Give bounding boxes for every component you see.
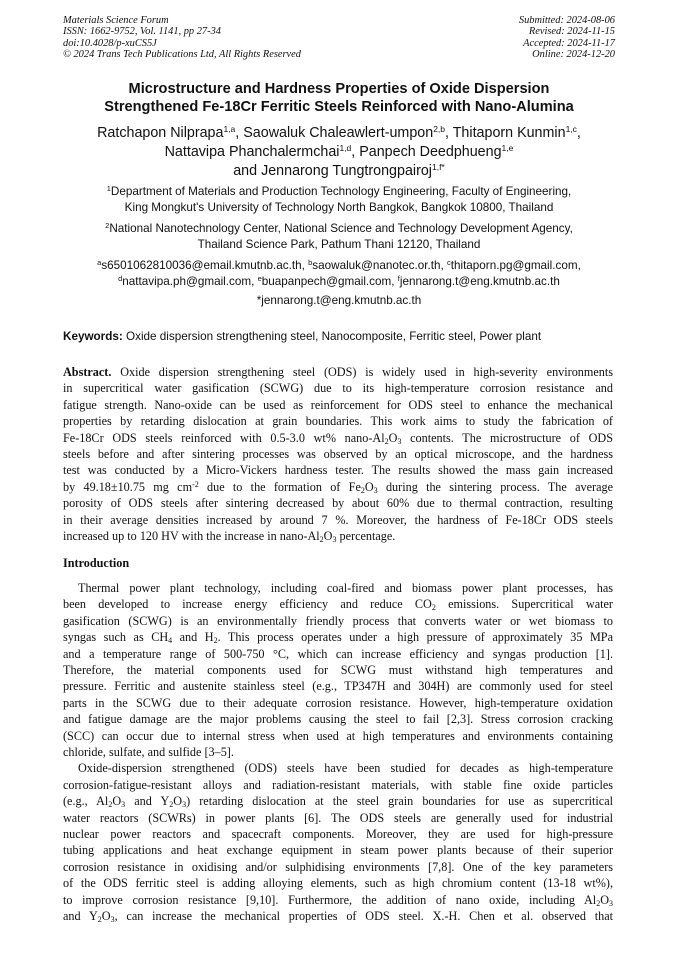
- author-name: Ratchapon Nilprapa: [97, 125, 224, 141]
- affiliation-text: Thailand Science Park, Pathum Thani 12120, Thailand: [197, 238, 481, 251]
- submission-dates: [519, 15, 615, 60]
- email-link[interactable]: thitaporn.pg@gmail.com,: [450, 259, 581, 272]
- keywords-label: Keywords:: [63, 330, 123, 343]
- journal-info: [63, 15, 301, 60]
- email-link[interactable]: nattavipa.ph@gmail.com,: [122, 275, 255, 288]
- intro-paragraph-2: Oxide-dispersion strengthened (ODS) steels have been studied for decades as high-temperature corrosion-fatigue-resistant alloys and radiation-resistant materials, with stable fine oxide particles (e.g., $Al_2O_3$ and $Y_2O_3$) retarding dislocation at the steel grain boundaries for use as supercritical water reactors (SCWRs) in power plants [6]. The ODS steels are generally used for industrial nuclear power reactors and spacecraft components. Moreover, they are used for high-pressure tubing applications and heat exchange equipment in steam power plants because of their superior corrosion resistance in oxidising and/or sulphidising environments [7,8]. One of the key parameters of the ODS ferritic steel is adding alloying elements, such as high chromium content (13-18 wt%), to improve corrosion resistance [9,10]. Furthermore, the addition of nano oxide, including $Al_2O_3$ and $Y_2O_3$, can increase the mechanical properties of ODS steel. X.-H. Chen et al. observed that: [63, 761, 613, 924]
- affiliation-text: King Mongkut's University of Technology North Bangkok, Bangkok 10800, Thailand: [124, 201, 554, 214]
- email-link[interactable]: s6501062810036@email.kmutnb.ac.th,: [101, 259, 305, 272]
- author-affiliation-mark: 1,f*: [431, 162, 445, 172]
- author-emails: $^a$s6501062810036@email.kmutnb.ac.th, $^b$saowaluk@nanotec.or.th, $^c$thitaporn.pg@gmail.com, $^d$nattavipa.ph@gmail.com, $^e$buapanpech@gmail.com, $^f$jennarong.t@eng.kmutnb.ac.th: [97, 258, 581, 288]
- affiliation-1: [40, 184, 638, 216]
- title-line-1: Microstructure and Hardness Properties of Oxide Dispersion: [128, 81, 550, 97]
- issn-line: ISSN: 1662-9752, Vol. 1141, pp 27-34: [63, 26, 221, 38]
- keywords-text: Oxide dispersion strengthening steel, Nanocomposite, Ferritic steel, Power plant: [126, 330, 542, 343]
- affiliation-text: National Nanotechnology Center, National Science and Technology Development Agency,: [109, 222, 573, 235]
- online-date: Online: 2024-12-20: [532, 48, 615, 60]
- accepted-date: Accepted: 2024-11-17: [523, 37, 615, 49]
- keywords: [63, 329, 541, 344]
- revised-date: Revised: 2024-11-15: [528, 26, 615, 38]
- author-name: Saowaluk Chaleawlert-umpon: [243, 125, 434, 141]
- affiliation-number: 2: [105, 221, 110, 230]
- author-name: Nattavipa Phanchalermchai: [164, 144, 340, 160]
- email-link[interactable]: saowaluk@nanotec.or.th,: [312, 259, 444, 272]
- author-affiliation-mark: 1,c: [565, 124, 577, 134]
- author-affiliation-mark: 1,e: [501, 143, 514, 153]
- paper-title: [40, 80, 638, 116]
- doi-line: doi:10.4028/p-xuCS5J: [63, 37, 157, 49]
- author-affiliation-mark: 1,d: [339, 143, 352, 153]
- journal-name: Materials Science Forum: [63, 15, 169, 26]
- author-name: Panpech Deedphueng: [359, 144, 502, 160]
- affiliation-2: [40, 221, 638, 253]
- author-name: Thitaporn Kunmin: [452, 125, 566, 141]
- author-conjunction: and: [233, 163, 258, 179]
- author-affiliation-mark: 1,a: [223, 124, 236, 134]
- copyright-line: © 2024 Trans Tech Publications Ltd, All Rights Reserved: [63, 48, 301, 60]
- intro-paragraph-1: Thermal power plant technology, including coal-fired and biomass power plant processes, has been developed to increase energy efficiency and reduce $CO_2$ emissions. Supercritical water gasification (SCWG) is an environmentally friendly process that converts water or wet biomass to syngas such as $CH_4$ and $H_2$. This process operates under a high pressure of approximately 35 MPa and a temperature range of 500-750 °C, which can increase efficiency and syngas production [1]. Therefore, the material components used for SCWG must withstand high temperatures and pressure. Ferritic and austenite stainless steel (e.g., TP347H and 304H) are commonly used for steel parts in the SCWG due to their adequate corrosion resistance. However, high-temperature oxidation and fatigue damage are the major problems causing the steel to fail [2,3]. Stress corrosion cracking (SCC) can occur due to internal stress when used at high temperatures and environments containing chloride, sulfate, and sulfide [3–5].: [63, 581, 613, 759]
- corresponding-email[interactable]: *jennarong.t@eng.kmutnb.ac.th: [256, 294, 422, 307]
- email-link[interactable]: buapanpech@gmail.com,: [261, 275, 395, 288]
- author-name: Jennarong Tungtrongpairoj: [261, 163, 432, 179]
- section-heading-introduction: Introduction: [63, 556, 130, 570]
- affiliation-number: 1: [106, 184, 111, 193]
- email-link[interactable]: jennarong.t@eng.kmutnb.ac.th: [399, 275, 560, 288]
- abstract-label: Abstract.: [63, 365, 112, 379]
- abstract: Abstract. Oxide dispersion strengthening steel (ODS) is widely used in high-severity environments in supercritical water gasification (SCWG) due to its high-temperature corrosion resistance and fatigue strength. Nano-oxide can be used as reinforcement for ODS steel to enhance the mechanical properties by retarding dislocation at grain boundaries. This work aims to study the fabrication of Fe-18Cr ODS steels reinforced with 0.5-3.0 wt% nano-$Al_2O_3$ contents. The microstructure of ODS steels before and after sintering processes was observed by an optical microscope, and the hardness test was conducted by a Micro-Vickers hardness tester. The results showed the mass gain increased by 49.18±10.75 mg $cm^{-2}$ due to the formation of $Fe_2O_3$ during the sintering process. The average porosity of ODS steels after sintering decreased by about 60% due to thermal contraction, resulting in their average densities increased by around 7 %. Moreover, the hardness of Fe-18Cr ODS steels increased up to 120 HV with the increase in nano-$Al_2O_3$ percentage.: [63, 365, 613, 544]
- author-list: Ratchapon Nilprapa$^{1,a}$, Saowaluk Chaleawlert-umpon$^{2,b}$, Thitaporn Kunmin$^{1,c}$, Nattavipa Phanchalermchai$^{1,d}$, Panpech Deedphueng$^{1,e}$ and Jennarong Tungtrongpairoj$^{1,f*}$: [97, 124, 581, 179]
- submitted-date: Submitted: 2024-08-06: [518, 15, 615, 26]
- affiliation-text: Department of Materials and Production Technology Engineering, Faculty of Engineering,: [110, 185, 572, 198]
- title-line-2: Strengthened Fe-18Cr Ferritic Steels Reinforced with Nano-Alumina: [104, 99, 574, 115]
- author-affiliation-mark: 2,b: [433, 124, 446, 134]
